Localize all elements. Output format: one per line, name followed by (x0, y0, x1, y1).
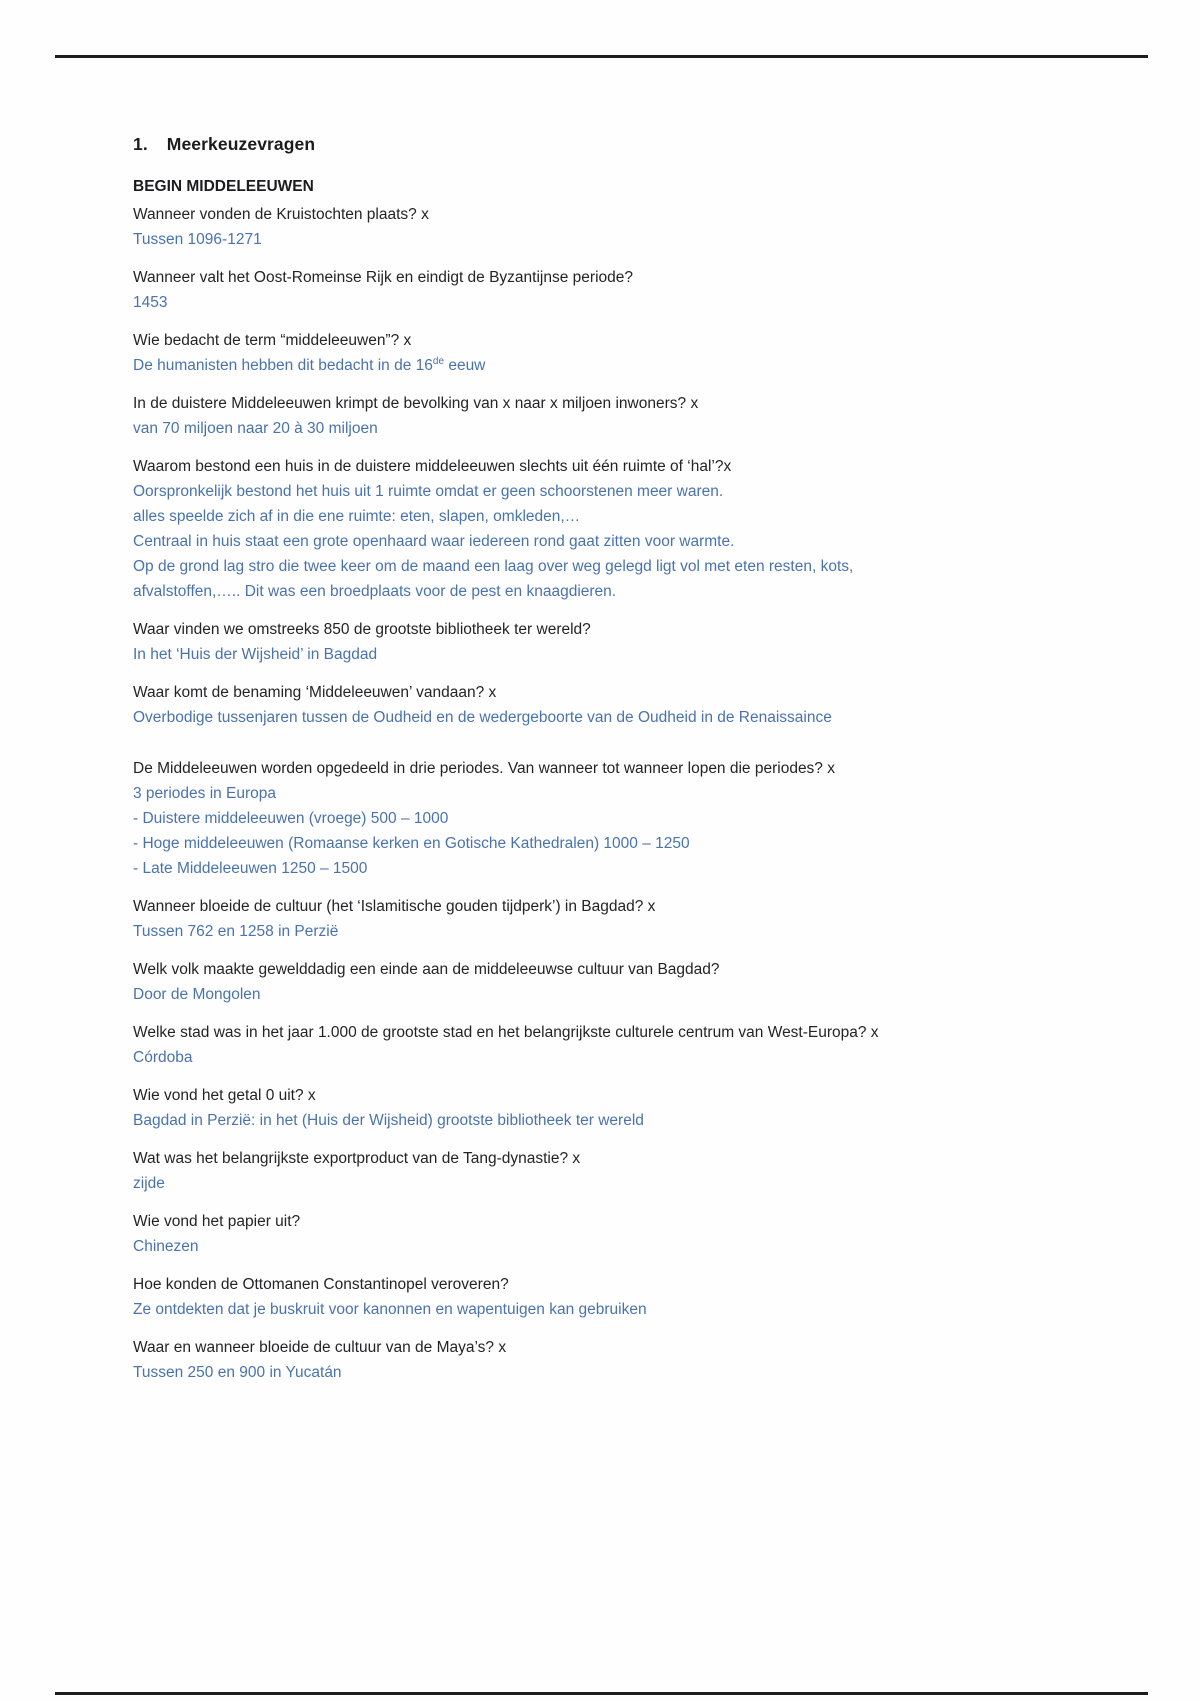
question-text: Waar komt de benaming ‘Middeleeuwen’ vandaan? x (133, 684, 497, 701)
answer-text: Overbodige tussenjaren tussen de Oudheid en de wedergeboorte van de Oudheid in de Renaissaince (133, 709, 832, 726)
qa-block (133, 202, 1091, 252)
qa-block (133, 1209, 1091, 1259)
heading-number: 1. (133, 134, 148, 154)
answer-text: 1453 (133, 294, 168, 311)
answer-text: afvalstoffen,….. Dit was een broedplaats voor de pest en knaagdieren. (133, 583, 617, 600)
bottom-rule (55, 1692, 1148, 1695)
answer-text: Córdoba (133, 1049, 193, 1066)
answer-text: Door de Mongolen (133, 986, 261, 1003)
question-text: Welk volk maakte gewelddadig een einde aan de middeleeuwse cultuur van Bagdad? (133, 961, 720, 978)
qa-block (133, 454, 1091, 604)
answer-text (133, 353, 1091, 378)
qa-block (133, 328, 1091, 378)
qa-block (133, 617, 1091, 667)
question-text: De Middeleeuwen worden opgedeeld in drie periodes. Van wanneer tot wanneer lopen die periodes? x (133, 760, 835, 777)
qa-block (133, 1335, 1091, 1385)
answer-text: alles speelde zich af in die ene ruimte: eten, slapen, omkleden,… (133, 508, 581, 525)
qa-block (133, 894, 1091, 944)
answer-fragment: De humanisten hebben dit bedacht in de 16 (133, 357, 433, 374)
answer-fragment: eeuw (444, 357, 486, 374)
qa-block (133, 265, 1091, 315)
answer-text: 3 periodes in Europa (133, 785, 277, 802)
answer-text: In het ‘Huis der Wijsheid’ in Bagdad (133, 646, 378, 663)
qa-block (133, 680, 1091, 730)
question-text: Welke stad was in het jaar 1.000 de grootste stad en het belangrijkste culturele centrum van West-Europa? x (133, 1024, 879, 1041)
question-text: In de duistere Middeleeuwen krimpt de bevolking van x naar x miljoen inwoners? x (133, 395, 699, 412)
page-heading (133, 133, 1091, 155)
answer-text: Chinezen (133, 1238, 199, 1255)
qa-block (133, 1272, 1091, 1322)
qa-block (133, 1020, 1091, 1070)
question-text: Waar vinden we omstreeks 850 de grootste bibliotheek ter wereld? (133, 621, 591, 638)
question-text: Wanneer vonden de Kruistochten plaats? x (133, 206, 429, 223)
qa-block (133, 1146, 1091, 1196)
heading-text: Meerkeuzevragen (166, 134, 316, 154)
question-text: Wanneer valt het Oost-Romeinse Rijk en eindigt de Byzantijnse periode? (133, 269, 633, 286)
answer-text: Centraal in huis staat een grote openhaard waar iedereen rond gaat zitten voor warmte. (133, 533, 735, 550)
section-title: BEGIN MIDDELEEUWEN (133, 178, 314, 195)
qa-block (133, 1083, 1091, 1133)
answer-text: Ze ontdekten dat je buskruit voor kanonnen en wapentuigen kan gebruiken (133, 1301, 647, 1318)
question-text: Waarom bestond een huis in de duistere middeleeuwen slechts uit één ruimte of ‘hal’?x (133, 458, 732, 475)
qa-list (133, 202, 1091, 1385)
answer-text: - Hoge middeleeuwen (Romaanse kerken en Gotische Kathedralen) 1000 – 1250 (133, 835, 690, 852)
question-text: Wie vond het getal 0 uit? x (133, 1087, 316, 1104)
answer-text: Tussen 250 en 900 in Yucatán (133, 1364, 342, 1381)
page-content (133, 133, 1091, 1385)
answer-text: Bagdad in Perzië: in het (Huis der Wijsheid) grootste bibliotheek ter wereld (133, 1112, 644, 1129)
answer-text: - Duistere middeleeuwen (vroege) 500 – 1000 (133, 810, 449, 827)
answer-text: Op de grond lag stro die twee keer om de maand een laag over weg gelegd ligt vol met eten resten, kots, (133, 558, 854, 575)
answer-text: Tussen 762 en 1258 in Perzië (133, 923, 339, 940)
answer-text: Oorspronkelijk bestond het huis uit 1 ruimte omdat er geen schoorstenen meer waren. (133, 483, 724, 500)
question-text: Wanneer bloeide de cultuur (het ‘Islamitische gouden tijdperk’) in Bagdad? x (133, 898, 656, 915)
question-text: Wat was het belangrijkste exportproduct van de Tang-dynastie? x (133, 1150, 581, 1167)
qa-block (133, 391, 1091, 441)
question-text: Wie bedacht de term “middeleeuwen”? x (133, 332, 412, 349)
answer-superscript: de (432, 355, 445, 367)
answer-text: van 70 miljoen naar 20 à 30 miljoen (133, 420, 378, 437)
question-text: Wie vond het papier uit? (133, 1213, 301, 1230)
answer-text: zijde (133, 1175, 165, 1192)
question-text: Hoe konden de Ottomanen Constantinopel veroveren? (133, 1276, 509, 1293)
question-text: Waar en wanneer bloeide de cultuur van de Maya’s? x (133, 1339, 507, 1356)
answer-text: - Late Middeleeuwen 1250 – 1500 (133, 860, 368, 877)
top-rule (55, 55, 1148, 58)
qa-block (133, 957, 1091, 1007)
qa-block (133, 756, 1091, 881)
answer-text: Tussen 1096-1271 (133, 231, 262, 248)
